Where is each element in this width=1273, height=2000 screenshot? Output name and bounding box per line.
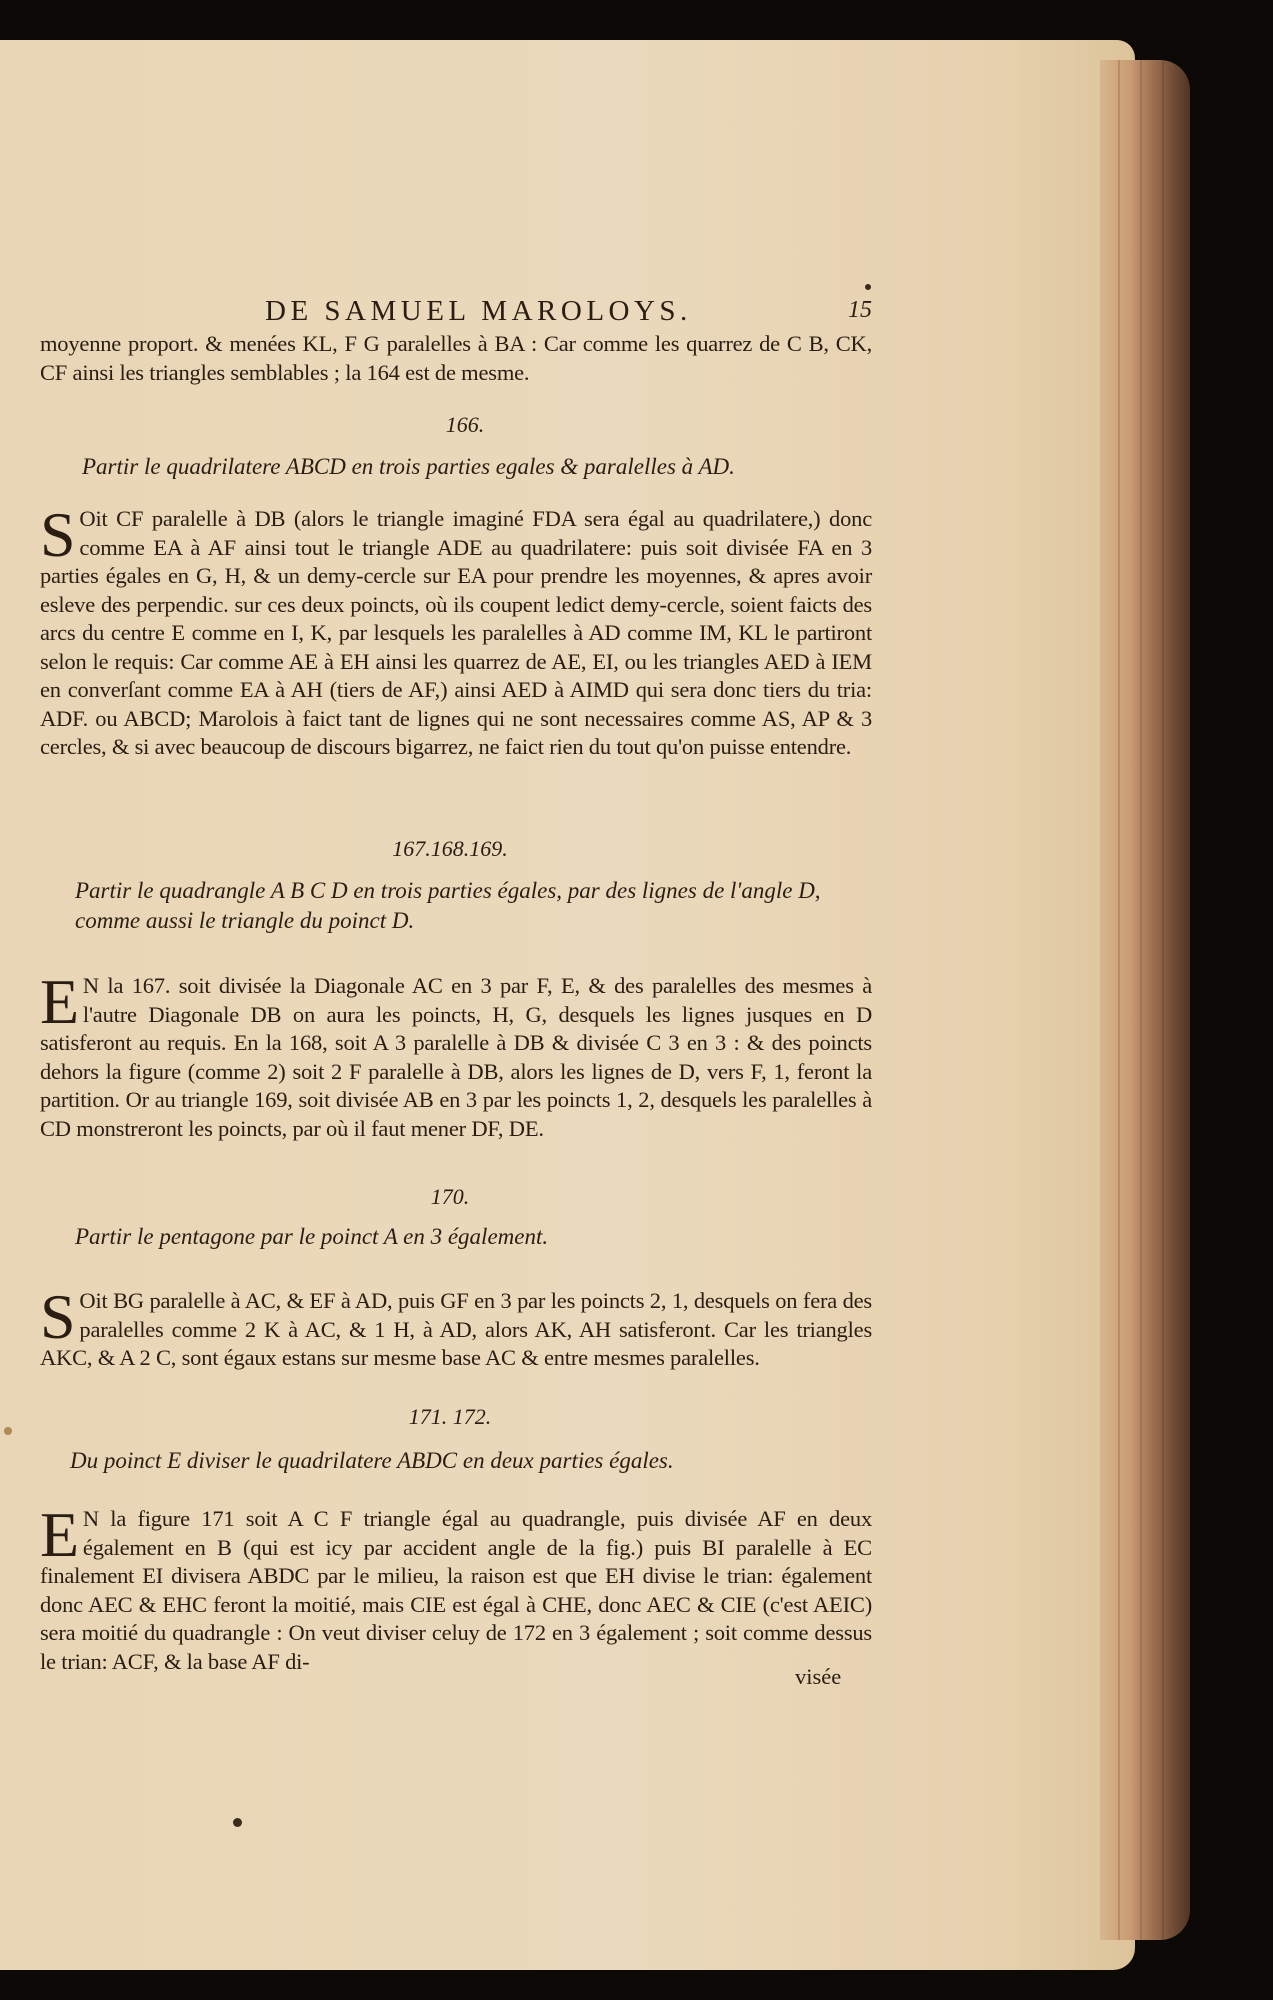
dropcap: E — [40, 1499, 79, 1570]
catchword: visée — [795, 1664, 842, 1689]
dropcap: S — [40, 499, 76, 570]
folio-number: 15 — [848, 297, 872, 323]
dropcap: S — [40, 1281, 76, 1352]
prop-170-paragraph — [40, 1281, 872, 1373]
ink-speck — [233, 1818, 242, 1827]
prop-171-text: N la figure 171 soit A C F triangle égal au quadrangle, puis divisée AF en deux également en B (qui est icy par accident angle de la fig.) puis BI paralelle à EC finalement EI divisera ABDC par le milieu, la raison est que EH divise le trian: également donc AEC & EHC feront la moitié, mais CIE est égal à CHE, donc AEC & CIE (c'est AEIC) sera moitié du quadrangle : On veut diviser celuy de 172 en 3 également ; soit comme dessus le trian: ACF, & la base AF di- — [40, 1506, 872, 1674]
background-shadow — [1130, 0, 1273, 2000]
prop-167-paragraph — [40, 966, 872, 1143]
prop-167-text: N la 167. soit divisée la Diagonale AC en 3 par F, E, & des paralelles des mesmes à l'autre Diagonale DB on aura les poincts, H, G, desquels les lignes jusques en D satisferont au requis. En la 168, soit A 3 paralelle à DB & divisée C 3 en 3 : & des poincts dehors la figure (comme 2) soit 2 F paralelle à DB, alors les lignes de D, vers F, 1, feront la partition. Or au triangle 169, soit divisée AB en 3 par les poincts 1, 2, desquels les paralelles à CD monstreront les poincts, par où il faut mener DF, DE. — [40, 973, 872, 1141]
ink-speck — [4, 1427, 12, 1435]
continuation-text: moyenne proport. & menées KL, F G paralelles à BA : Car comme les quarrez de C B, CK, CF ainsi les triangles semblables ; la 164 est de mesme. — [40, 331, 872, 385]
prop-166-paragraph — [40, 499, 872, 762]
ink-speck — [865, 284, 871, 290]
prop-number-170: 170. — [430, 1184, 470, 1209]
prop-title-171: Du poinct E diviser le quadrilatere ABDC en deux parties égales. — [70, 1448, 674, 1473]
prop-166-text: Oit CF paralelle à DB (alors le triangle imaginé FDA sera égal au quadrilatere,) donc comme EA à AF ainsi tout le triangle ADE au quadrilatere: puis soit divisée FA en 3 parties égales en G, H, & un demy-cercle sur EA pour prendre les moyennes, & apres avoir esleve des perpendic. sur ces deux poincts, où ils coupent ledict demy-cercle, soient faicts des arcs du centre E comme en I, K, par lesquels les paralelles à AD comme IM, KL le partiront selon le requis: Car comme AE à EH ainsi les quarrez de AE, EI, ou les triangles AED à IEM en converſant comme EA à AH (tiers de AF,) ainsi AED à AIMD qui sera donc tiers du tria: ADF. ou ABCD; Marolois à faict tant de lignes qui ne sont necessaires comme AS, AP & 3 cercles, & si avec beaucoup de discours bigarrez, ne faict rien du tout qu'on puisse entendre. — [40, 506, 872, 759]
continuation-paragraph — [40, 330, 872, 387]
prop-title-167: Partir le quadrangle A B C D en trois parties égales, par des lignes de l'angle D, comme aussi le triangle du poinct D. — [75, 878, 821, 933]
running-head: DE SAMUEL MAROLOYS. — [265, 295, 692, 327]
dropcap: E — [40, 966, 79, 1037]
prop-170-text: Oit BG paralelle à AC, & EF à AD, puis GF en 3 par les poincts 2, 1, desquels on fera des paralelles comme 2 K à AC, & 1 H, à AD, alors AK, AH satisferont. Car les triangles AKC, & A 2 C, sont égaux estans sur mesme base AC & entre mesmes paralelles. — [40, 1288, 872, 1370]
prop-number-166: 166. — [445, 412, 485, 437]
prop-number-171: 171. 172. — [408, 1404, 492, 1429]
prop-title-170: Partir le pentagone par le poinct A en 3 également. — [75, 1224, 549, 1249]
prop-171-paragraph — [40, 1499, 872, 1676]
prop-title-166: Partir le quadrilatere ABCD en trois parties egales & paralelles à AD. — [82, 454, 735, 479]
prop-number-167: 167.168.169. — [392, 836, 508, 861]
page-header — [40, 295, 880, 331]
